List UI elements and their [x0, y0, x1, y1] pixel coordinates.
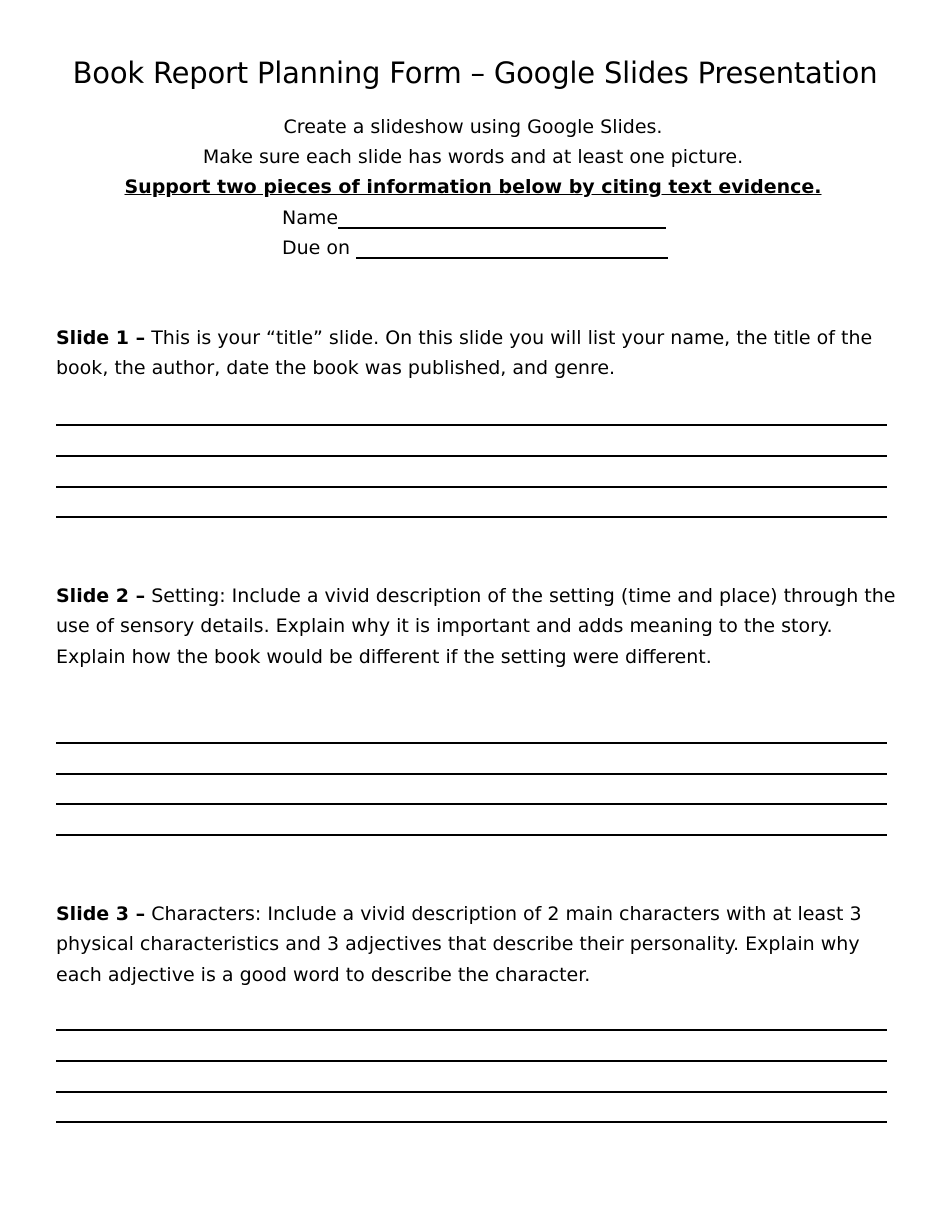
slide-2-answer-line[interactable] — [56, 773, 887, 775]
slide-3-label: Slide 3 – — [56, 903, 146, 925]
slide-3-answer-line[interactable] — [56, 1029, 887, 1031]
slide-3-answer-line[interactable] — [56, 1060, 887, 1062]
instruction-words-and-picture: Make sure each slide has words and at least one picture. — [202, 146, 744, 168]
slide-2-answer-line[interactable] — [56, 742, 887, 744]
slide-2-section — [56, 581, 896, 672]
instruction-create-slideshow: Create a slideshow using Google Slides. — [283, 116, 663, 138]
slide-1-answer-line[interactable] — [56, 424, 887, 426]
name-blank[interactable] — [338, 205, 666, 229]
slide-2-label: Slide 2 – — [56, 585, 146, 607]
slide-3-section — [56, 899, 896, 990]
name-label: Name — [282, 207, 339, 229]
slide-1-label: Slide 1 – — [56, 327, 146, 349]
instruction-cite-evidence: Support two pieces of information below by citing text evidence. — [124, 176, 822, 198]
slide-2-description: Setting: Include a vivid description of the setting (time and place) through the use of sensory details. Explain why it is important and adds meaning to the story. Explain how the book would be different if the setting were different. — [56, 585, 896, 668]
slide-1-answer-line[interactable] — [56, 486, 887, 488]
slide-2-answer-line[interactable] — [56, 803, 887, 805]
slide-1-answer-line[interactable] — [56, 516, 887, 518]
slide-3-description: Characters: Include a vivid description of 2 main characters with at least 3 physical characteristics and 3 adjectives that describe their personality. Explain why each adjective is a good word to describe the character. — [56, 903, 862, 986]
slide-3-answer-line[interactable] — [56, 1091, 887, 1093]
name-row — [282, 205, 666, 229]
due-label: Due on — [282, 237, 351, 259]
slide-1-answer-line[interactable] — [56, 455, 887, 457]
slide-1-section — [56, 323, 896, 384]
slide-1-description: This is your “title” slide. On this slide you will list your name, the title of the book, the author, date the book was published, and genre. — [56, 327, 873, 380]
slide-3-answer-line[interactable] — [56, 1121, 887, 1123]
due-date-row — [282, 235, 668, 259]
due-date-blank[interactable] — [356, 235, 668, 259]
page-title: Book Report Planning Form – Google Slides Presentation — [72, 56, 878, 90]
slide-2-answer-line[interactable] — [56, 834, 887, 836]
